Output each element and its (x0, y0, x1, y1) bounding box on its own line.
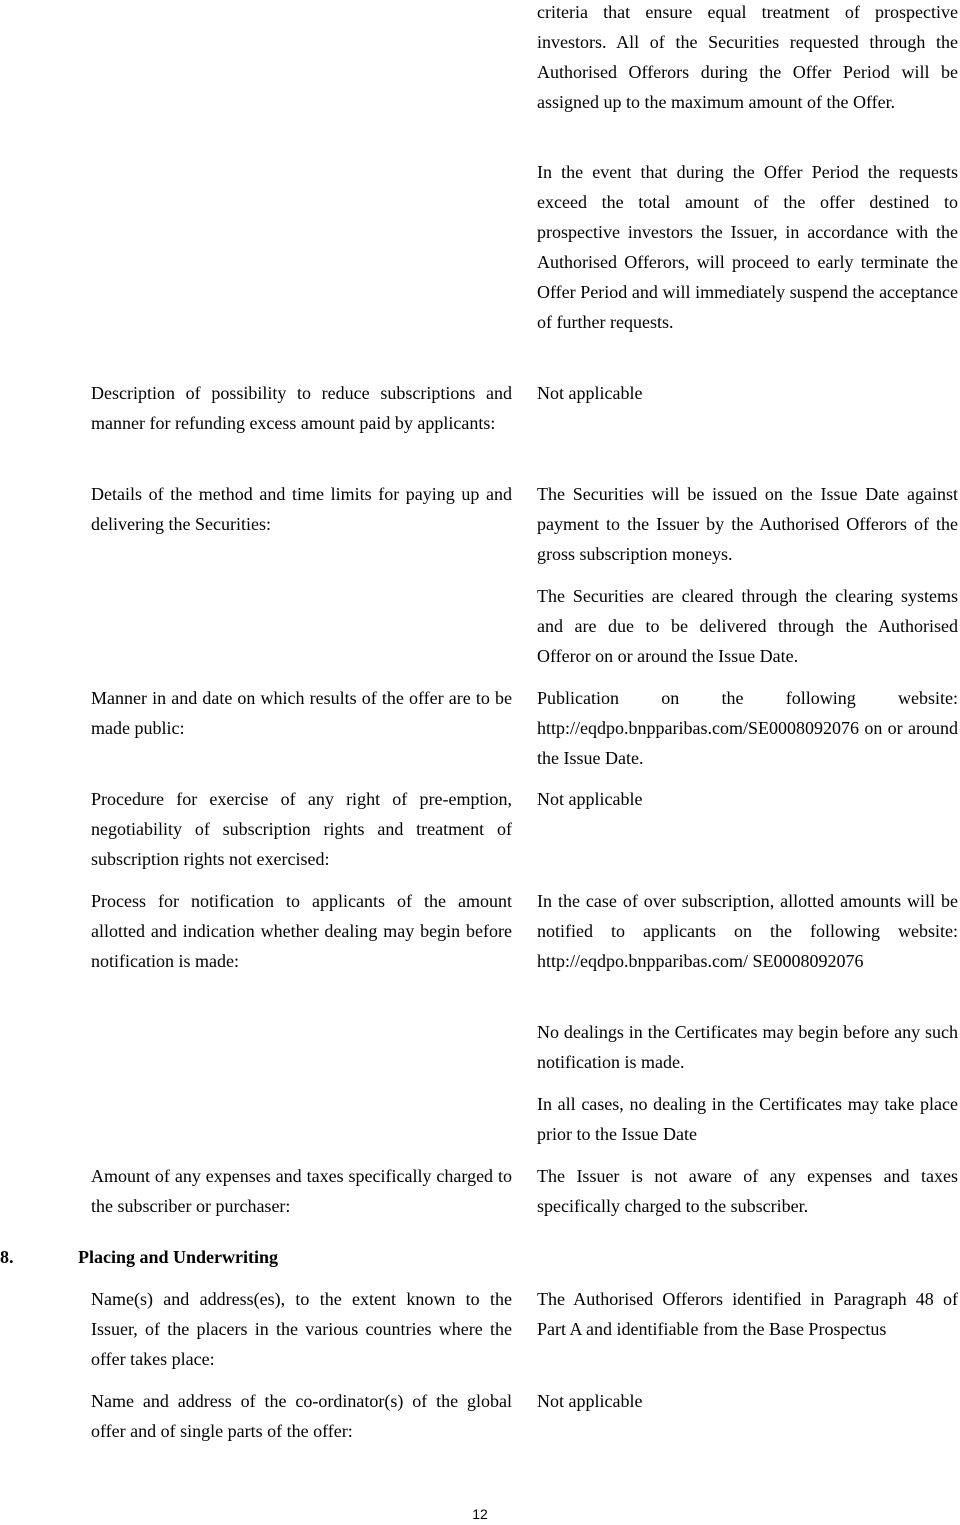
reduce-subscriptions-value: Not applicable (537, 383, 643, 403)
placers-label: Name(s) and address(es), to the extent known to the Issuer, of the placers in the various countries where the offer takes place: (91, 1289, 512, 1369)
payment-delivery-value-1: The Securities will be issued on the Issue Date against payment to the Issuer by the Authorised Offerors of the gross subscription moneys. (537, 484, 958, 564)
expenses-taxes-value: The Issuer is not aware of any expenses and taxes specifically charged to the subscriber. (537, 1166, 958, 1216)
results-publication-label: Manner in and date on which results of the offer are to be made public: (91, 688, 512, 738)
coordinator-value: Not applicable (537, 1391, 643, 1411)
payment-delivery-label: Details of the method and time limits for paying up and delivering the Securities: (91, 484, 512, 534)
offer-period-termination-text: In the event that during the Offer Period the requests exceed the total amount of the offer destined to prospective investors the Issuer, in accordance with the Authorised Offerors, will proceed to early terminate the Offer Period and will immediately suspend the acceptance of further requests. (537, 162, 958, 332)
allotment-notification-value-3: In all cases, no dealing in the Certificates may take place prior to the Issue Date (537, 1094, 958, 1144)
allotment-notification-value-1: In the case of over subscription, allotted amounts will be notified to applicants on the following website: http://eqdpo.bnpparibas.com/ SE0008092076 (537, 891, 958, 971)
allotment-notification-value-2: No dealings in the Certificates may begin before any such notification is made. (537, 1022, 958, 1072)
section-title: Placing and Underwriting (78, 1247, 279, 1267)
allotment-notification-label: Process for notification to applicants of the amount allotted and indication whether dealing may begin before notification is made: (91, 891, 512, 971)
coordinator-label: Name and address of the co-ordinator(s) of the global offer and of single parts of the offer: (91, 1391, 512, 1441)
reduce-subscriptions-label: Description of possibility to reduce subscriptions and manner for refunding excess amount paid by applicants: (91, 383, 512, 433)
pre-emption-label: Procedure for exercise of any right of pre-emption, negotiability of subscription rights and treatment of subscription rights not exercised: (91, 789, 512, 869)
pre-emption-value: Not applicable (537, 789, 643, 809)
payment-delivery-value-2: The Securities are cleared through the clearing systems and are due to be delivered through the Authorised Offeror on or around the Issue Date. (537, 586, 958, 666)
section-number: 8. (0, 1247, 14, 1267)
results-publication-value: Publication on the following website: http://eqdpo.bnpparibas.com/SE0008092076 on or around the Issue Date. (537, 688, 958, 768)
placers-value: The Authorised Offerors identified in Paragraph 48 of Part A and identifiable from the Base Prospectus (537, 1289, 958, 1339)
page-number: 12 (472, 1506, 488, 1522)
continued-criteria-text: criteria that ensure equal treatment of prospective investors. All of the Securities requested through the Authorised Offerors during the Offer Period will be assigned up to the maximum amount of the Offer. (537, 2, 958, 112)
expenses-taxes-label: Amount of any expenses and taxes specifically charged to the subscriber or purchaser: (91, 1166, 512, 1216)
